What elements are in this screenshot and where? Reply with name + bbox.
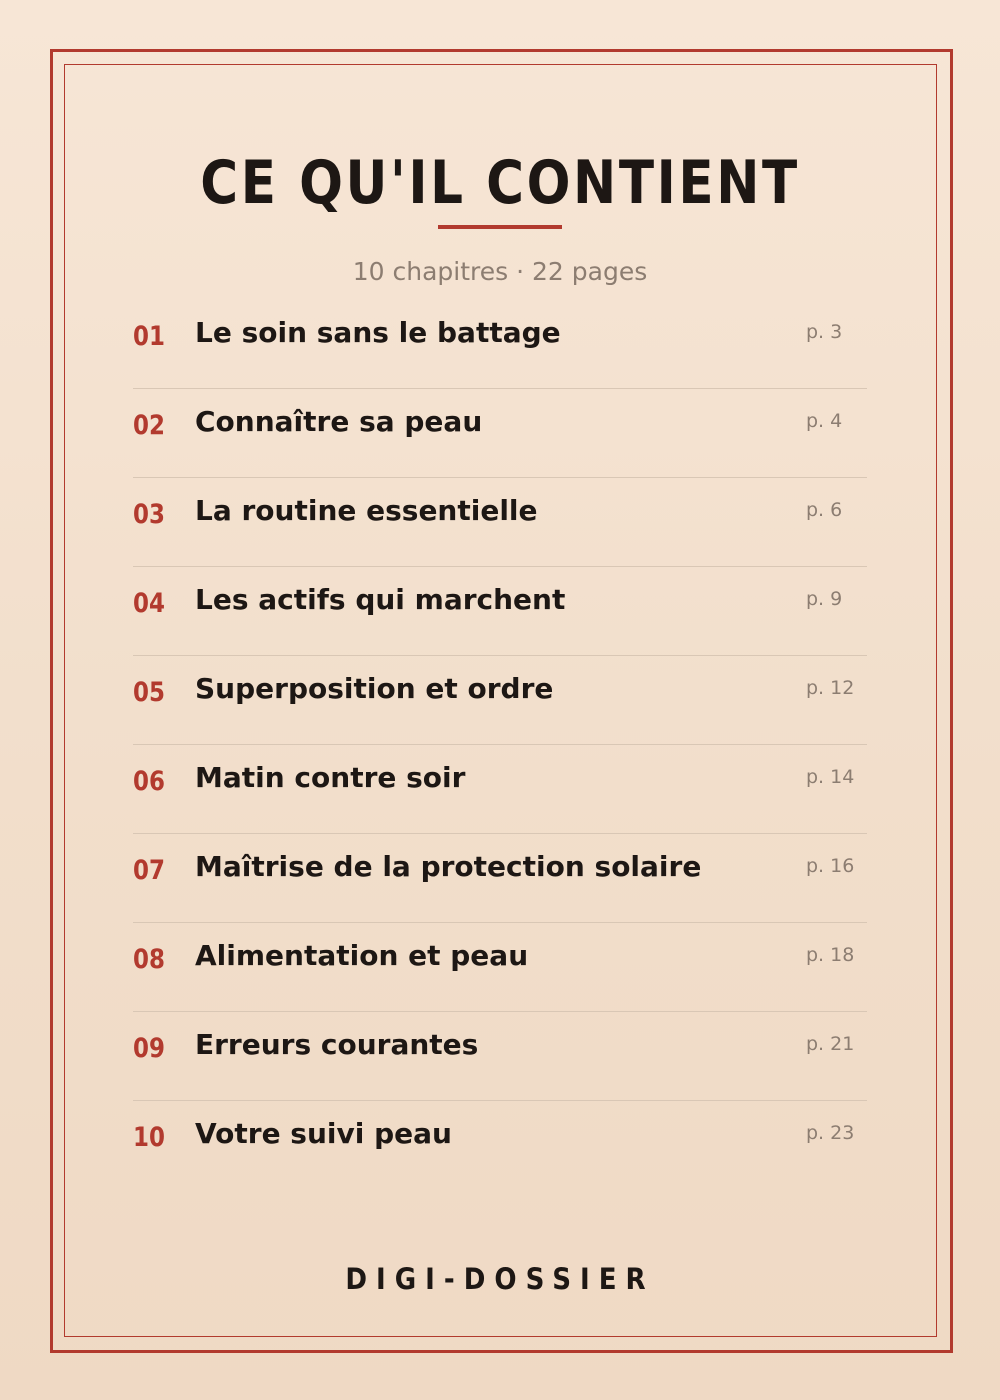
chapter-page: p. 6 [806, 499, 843, 521]
toc-entry [133, 923, 867, 1012]
chapter-number: 04 [133, 588, 165, 619]
chapter-title: Matin contre soir [195, 761, 466, 794]
chapter-number: 05 [133, 677, 165, 708]
chapter-number: 02 [133, 410, 165, 441]
chapter-page: p. 9 [806, 588, 843, 610]
brand-name: DIGI-DOSSIER [345, 1262, 655, 1296]
table-of-contents [133, 300, 867, 1189]
toc-entry [133, 300, 867, 389]
chapter-title: Superposition et ordre [195, 672, 554, 705]
toc-entry [133, 745, 867, 834]
title-underline [438, 225, 562, 229]
chapter-page: p. 12 [806, 677, 855, 699]
chapter-title: La routine essentielle [195, 494, 538, 527]
toc-entry [133, 834, 867, 923]
chapter-page: p. 16 [806, 855, 855, 877]
chapter-title: Alimentation et peau [195, 939, 529, 972]
page-subtitle: 10 chapitres · 22 pages [352, 257, 648, 286]
page-title: CE QU'IL CONTIENT [200, 148, 800, 218]
chapter-number: 08 [133, 944, 165, 975]
chapter-title: Connaître sa peau [195, 405, 483, 438]
chapter-number: 10 [133, 1122, 165, 1153]
toc-entry [133, 656, 867, 745]
chapter-page: p. 23 [806, 1122, 855, 1144]
chapter-page: p. 21 [806, 1033, 855, 1055]
toc-entry [133, 389, 867, 478]
toc-entry [133, 567, 867, 656]
chapter-page: p. 14 [806, 766, 855, 788]
chapter-title: Votre suivi peau [195, 1117, 452, 1150]
chapter-number: 06 [133, 766, 165, 797]
chapter-title: Erreurs courantes [195, 1028, 479, 1061]
chapter-page: p. 18 [806, 944, 855, 966]
toc-entry [133, 478, 867, 567]
chapter-number: 09 [133, 1033, 165, 1064]
chapter-title: Les actifs qui marchent [195, 583, 566, 616]
chapter-number: 07 [133, 855, 165, 886]
chapter-title: Maîtrise de la protection solaire [195, 850, 702, 883]
chapter-page: p. 3 [806, 321, 843, 343]
chapter-number: 03 [133, 499, 165, 530]
chapter-page: p. 4 [806, 410, 843, 432]
toc-entry [133, 1012, 867, 1101]
chapter-title: Le soin sans le battage [195, 316, 561, 349]
chapter-number: 01 [133, 321, 165, 352]
toc-entry [133, 1101, 867, 1189]
